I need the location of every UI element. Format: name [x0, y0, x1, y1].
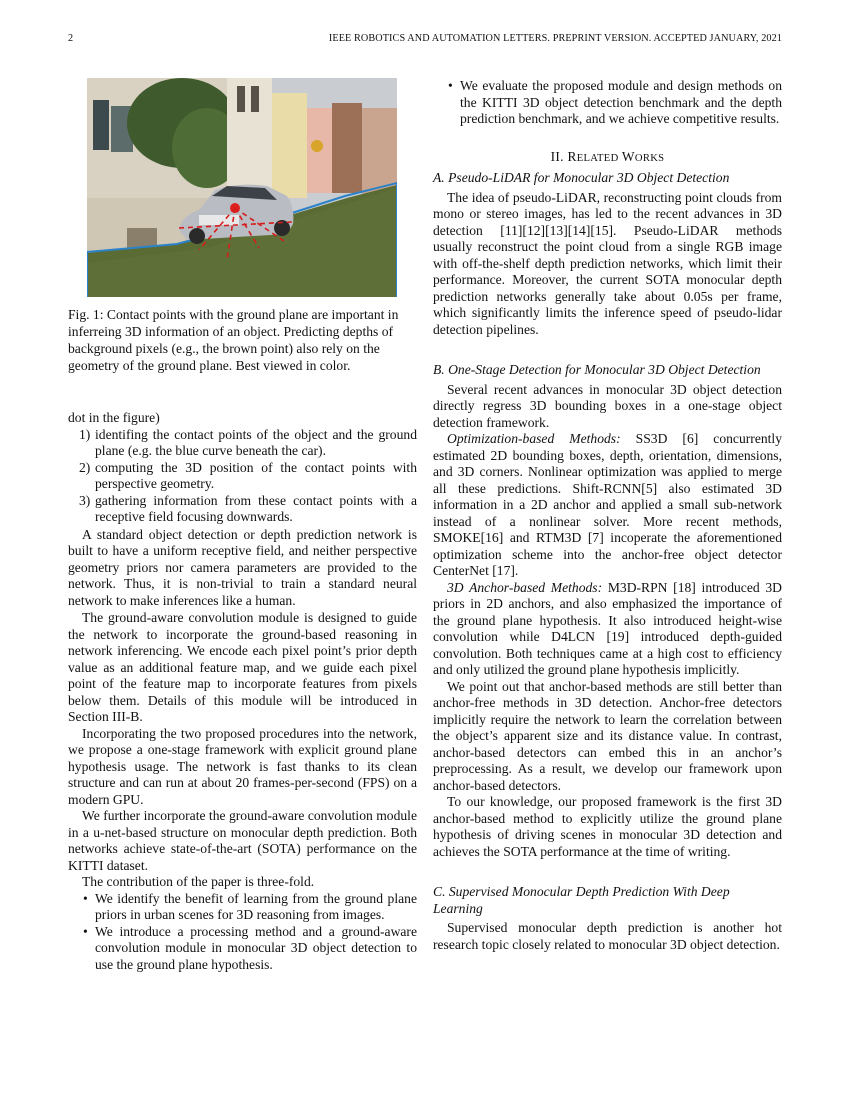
- section-initial: R: [567, 148, 577, 164]
- subsection-heading: C. Supervised Monocular Depth Prediction With Deep Learning: [433, 884, 730, 916]
- paragraph-text: SS3D [6] concurrently estimated 2D bounding boxes, depth, orientation, dimensions, and 3D corners. Nonlinear optimization was applied to merge all these predictions. Shift-RCNN[5] also estimated 3D information in a 2D anchor and applied a small sub-network instead of a nonlinear solver. More recent methods, SMOKE[16] and RTM3D [7] incoperate the aforementioned optimization scheme into the anchor-free object detector CenterNet [17].: [433, 431, 782, 578]
- subsection-heading: B. One-Stage Detection for Monocular 3D Object Detection: [433, 362, 761, 377]
- paragraph: Supervised monocular depth prediction is another hot research topic closely related to monocular 3D object detection.: [433, 920, 782, 952]
- section-smallcaps: ORKS: [634, 152, 665, 164]
- run-in-heading: Optimization-based Methods:: [447, 431, 621, 446]
- list-text: identifing the contact points of the object and the ground plane (e.g. the blue curve beneath the car).: [95, 426, 417, 458]
- paragraph: The ground-aware convolution module is designed to guide the network to incorporate the ground-based reasoning in network inferencing. We encode each pixel point’s prior depth value as an additional feature map, and we guide each pixel point of the feature map to incorporate features from pixels below them. Details of this module will be introduced in Section III-B.: [68, 610, 417, 724]
- bullet-icon: •: [83, 890, 88, 906]
- paragraph: [433, 580, 782, 679]
- list-item: [68, 493, 417, 526]
- list-item: [433, 78, 782, 128]
- list-number: 2): [79, 459, 91, 475]
- paragraph: To our knowledge, our proposed framework is the first 3D anchor-based method to explicitly utilize the ground plane hypothesis of driving scenes in monocular 3D detection and achieves the SOTA performance at the time of writing.: [433, 794, 782, 859]
- paragraph: A standard object detection or depth prediction network is built to have a uniform receptive field, and neither perspective geometry priors nor camera parameters are provided to the network. Thus, it is non-trivial to train a standard neural network to make inferences like a human.: [68, 526, 417, 608]
- paragraph: We further incorporate the ground-aware convolution module in a u-net-based structure on monocular depth prediction. Both networks achieve state-of-the-art (SOTA) performance on the KITTI dataset.: [68, 808, 417, 873]
- bullet-icon: •: [448, 78, 453, 93]
- right-column: [433, 78, 782, 953]
- paragraph: We point out that anchor-based methods are still better than anchor-free methods in 3D detection. Anchor-free detectors implicitly require the network to learn the correlation between the object’s apparent size and its distance value. In contrast, anchor-based detectors can embed this in an anchor’s preprocessing. As a result, we develop our framework upon anchor-based detectors.: [433, 678, 782, 793]
- list-item: [68, 891, 417, 924]
- left-column: [68, 78, 417, 973]
- list-number: 1): [79, 426, 91, 442]
- list-number: 3): [79, 492, 91, 508]
- paragraph-text: M3D-RPN [18] introduced 3D priors in 2D anchors, and also emphasized the importance of the ground plane hypothesis. It also introduced height-wise convolution while D4LCN [19] introduced depth-guided convolution. Both techniques came at a high cost to efficiency and only utilized the ground plane hypothesis implicitly.: [433, 579, 782, 677]
- figure-caption: [68, 306, 417, 374]
- page-number: 2: [68, 33, 74, 44]
- caption-label: Fig. 1:: [68, 307, 104, 322]
- continued-text: dot in the figure): [68, 410, 160, 425]
- list-text: We evaluate the proposed module and design methods on the KITTI 3D object detection benchmark and the depth prediction benchmark, and we achieve competitive results.: [460, 78, 782, 126]
- section-heading: [433, 149, 782, 168]
- list-item: [68, 460, 417, 493]
- spacer: [68, 374, 417, 410]
- paragraph: The contribution of the paper is three-fold.: [82, 874, 315, 889]
- paragraph: [433, 431, 782, 580]
- list-text: computing the 3D position of the contact points with perspective geometry.: [95, 459, 417, 491]
- subsection-heading: A. Pseudo-LiDAR for Monocular 3D Object Detection: [433, 170, 730, 185]
- contribution-list-cont: [433, 78, 782, 128]
- run-in-heading: 3D Anchor-based Methods:: [447, 579, 603, 595]
- running-header: [68, 33, 782, 49]
- list-item: [68, 924, 417, 974]
- paragraph: The idea of pseudo-LiDAR, reconstructing point clouds from mono or stereo images, has led to the recent advances in 3D detection [11][12][13][14][15]. Pseudo-LiDAR methods usually reconstruct the point cloud from a single RGB image with off-the-shelf depth prediction networks, which limit their performance. Moreover, the current SOTA monocular depth prediction networks generally take about 0.05s per frame, which significantly limits the inference speed of pseudo-lidar detection pipelines.: [433, 189, 782, 337]
- paragraph: Incorporating the two proposed procedures into the network, we propose a one-stage framework with explicit ground plane hypothesis usage. The network is fast thanks to its clean structure and can run at about 20 frames-per-second (FPS) on a modern GPU.: [68, 725, 417, 807]
- list-text: We identify the benefit of learning from the ground plane priors in urban scenes for 3D reasoning from images.: [95, 890, 417, 922]
- street-scene-image: [87, 78, 397, 297]
- list-text: We introduce a processing method and a ground-aware convolution module in monocular 3D object detection to use the ground plane hypothesis.: [95, 923, 417, 972]
- caption-text: Contact points with the ground plane are important in inferreing 3D information of an object. Predicting depths of background pixels (e.g., the brown point) also rely on the geometry of the ground plane. Best viewed in color.: [68, 307, 399, 373]
- journal-title: IEEE ROBOTICS AND AUTOMATION LETTERS. PREPRINT VERSION. ACCEPTED JANUARY, 2021: [328, 33, 782, 44]
- section-initial: W: [621, 148, 635, 164]
- figure-street-scene: [87, 78, 397, 297]
- list-item: [68, 427, 417, 460]
- section-smallcaps: ELATED: [576, 152, 619, 164]
- list-text: gathering information from these contact points with a receptive field focusing downwards.: [95, 492, 417, 524]
- paragraph: Several recent advances in monocular 3D object detection directly regress 3D bounding boxes in a one-stage object detection framework.: [433, 381, 782, 430]
- contribution-list: [68, 891, 417, 974]
- bullet-icon: •: [83, 923, 88, 939]
- procedure-list: [68, 427, 417, 526]
- section-number: II.: [550, 148, 564, 164]
